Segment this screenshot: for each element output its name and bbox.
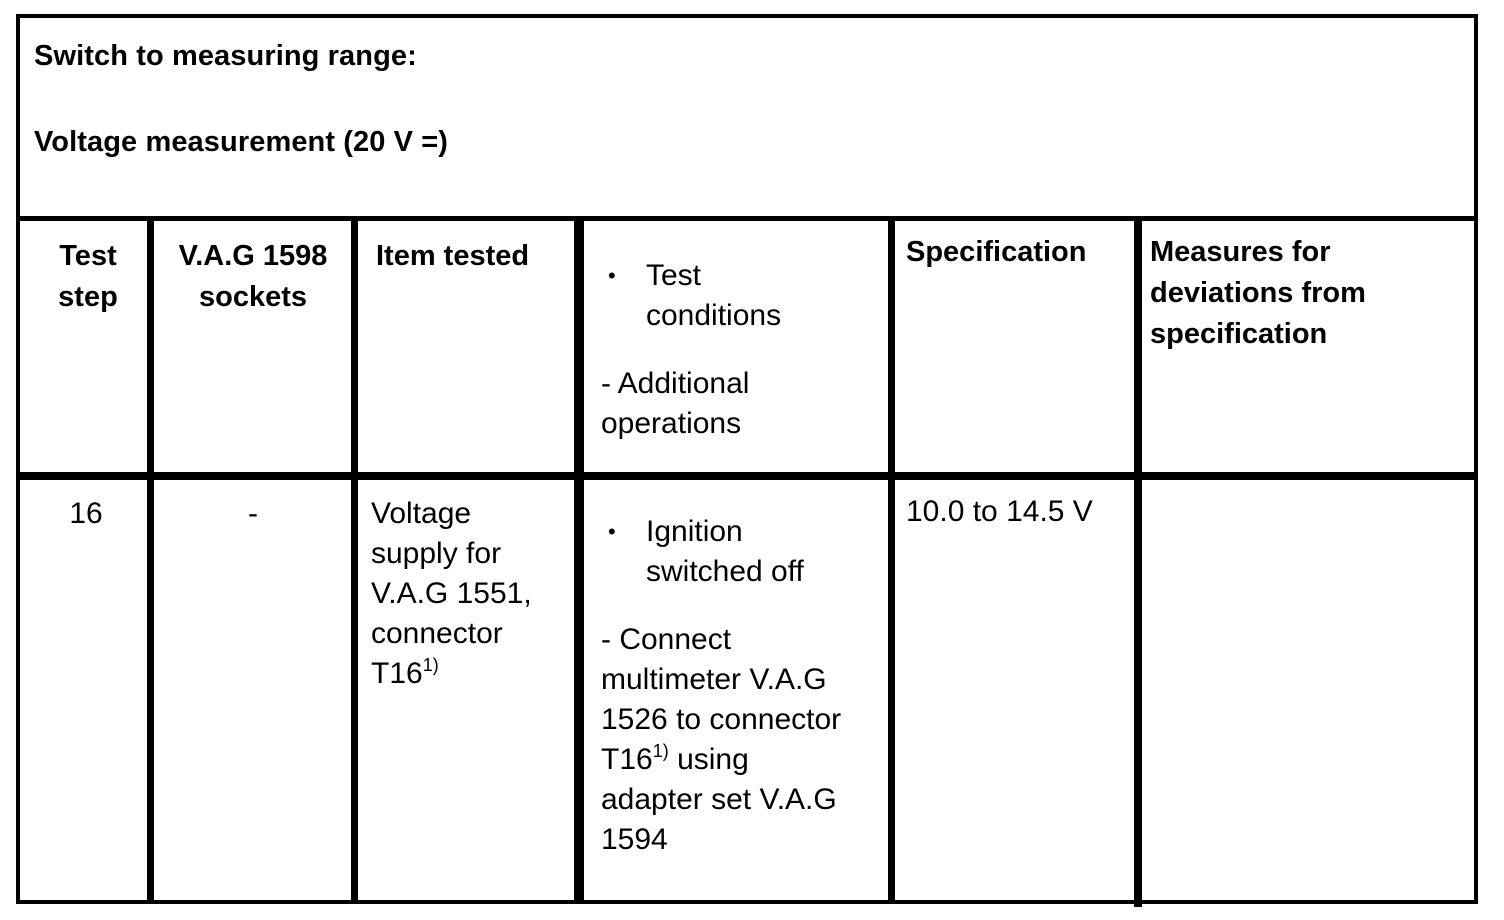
header-specification: Specification [906,236,1087,268]
cell-item-tested [371,494,571,694]
operations-line: - Connect [601,623,732,656]
operations-text [588,620,888,860]
column-divider [1134,217,1142,907]
cell-specification: 10.0 to 14.5 V [906,495,1093,528]
header-conditions-bullet [588,256,888,336]
header-measures [1150,232,1470,355]
footnote-ref: 1) [652,741,669,761]
header-test-step-line1: Test [59,240,117,272]
item-tested-line [371,654,571,694]
item-tested-line: supply for [371,537,502,570]
row-divider [20,472,1474,480]
footnote-ref: 1) [422,655,439,675]
header-operations-line2: operations [601,407,742,440]
operations-line: adapter set V.A.G [601,783,837,816]
item-tested-line: connector [371,617,503,650]
condition-line: Ignition [646,515,743,548]
test-table [16,14,1478,904]
header-sockets-line2: sockets [198,281,307,313]
header-item-tested: Item tested [376,240,530,272]
header-sockets [158,236,348,318]
cell-conditions [588,512,888,860]
operations-line: multimeter V.A.G [601,663,827,696]
header-conditions-line2: conditions [646,299,782,332]
voltage-measurement-label: Voltage measurement (20 V =) [34,126,449,158]
column-divider [351,217,358,904]
operations-word: using [677,743,749,776]
header-sockets-line1: V.A.G 1598 [178,240,328,272]
condition-bullet [588,512,888,592]
connector-code: T16 [371,657,423,690]
item-tested-line: Voltage [371,497,472,530]
bullet-icon: • [608,519,616,544]
column-divider [147,217,154,904]
operations-line: 1594 [601,823,668,856]
header-operations [588,364,888,444]
header-test-step [28,236,148,318]
header-test-step-line2: step [58,281,118,313]
header-conditions-line1: Test [646,259,702,292]
operations-line [601,740,888,780]
table-header-box [20,18,1474,221]
cell-test-step: 16 [69,497,103,530]
header-measures-line1: Measures for [1150,236,1331,268]
header-measures-line2: deviations from [1150,277,1366,309]
operations-line: 1526 to connector [601,703,842,736]
measuring-range-label: Switch to measuring range: [34,40,417,72]
header-measures-line3: specification [1150,318,1328,350]
column-divider [888,217,895,904]
condition-line: switched off [646,555,804,588]
header-conditions [588,256,888,444]
item-tested-line: V.A.G 1551, [371,577,532,610]
connector-code: T16 [601,743,653,776]
header-operations-line1: - Additional [601,367,750,400]
bullet-icon: • [608,263,616,288]
column-divider [574,217,584,904]
cell-sockets: - [248,497,258,530]
